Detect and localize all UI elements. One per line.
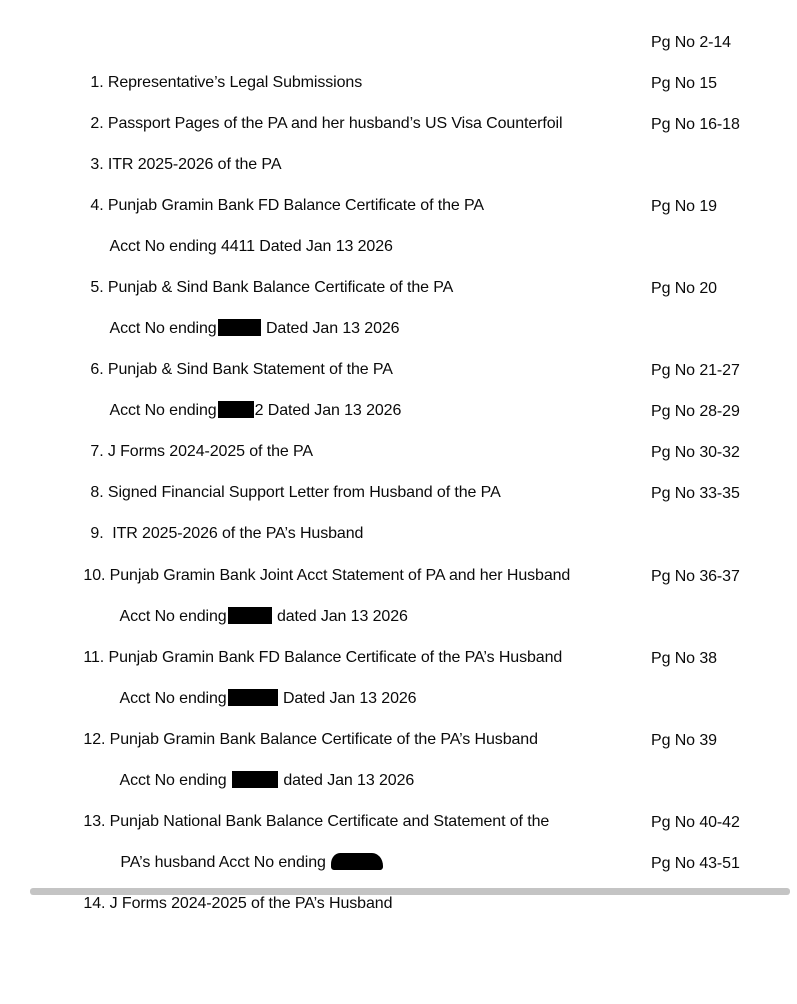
acct-detail: 2 Dated Jan 13 2026 <box>254 402 402 419</box>
page-ref: Pg No 16-18 <box>651 116 740 133</box>
acct-detail: dated Jan 13 2026 <box>272 608 408 625</box>
item-title: 10. Punjab Gramin Bank Joint Acct Statement of PA and her Husband <box>83 567 571 584</box>
page-ref: Pg No 40-42 <box>651 814 740 831</box>
page-ref: Pg No 19 <box>651 198 717 215</box>
item-title: 3. ITR 2025-2026 of the PA <box>90 156 282 173</box>
page-ref: Pg No 30-32 <box>651 444 740 461</box>
page-ref: Pg No 15 <box>651 75 717 92</box>
acct-detail: Acct No ending <box>119 690 227 707</box>
item-title: 11. Punjab Gramin Bank FD Balance Certificate of the PA’s Husband <box>83 649 563 666</box>
toc-item-11-subline <box>0 639 797 707</box>
toc-item-4-subline <box>0 187 797 255</box>
acct-detail: dated Jan 13 2026 <box>278 772 415 789</box>
toc-item-14-title <box>0 844 797 912</box>
acct-detail: Dated Jan 13 2026 <box>261 320 400 337</box>
item-title: 6. Punjab & Sind Bank Statement of the PA <box>90 361 393 378</box>
item-title: 5. Punjab & Sind Bank Balance Certificate of the PA <box>90 279 454 296</box>
page-ref: Pg No 38 <box>651 650 717 667</box>
page-ref: Pg No 20 <box>651 280 717 297</box>
page-ref: Pg No 21-27 <box>651 362 740 379</box>
acct-detail: Acct No ending <box>109 402 217 419</box>
acct-detail: Acct No ending <box>119 772 231 789</box>
acct-detail: Acct No ending 4411 Dated Jan 13 2026 <box>109 238 393 255</box>
item-title: 8. Signed Financial Support Letter from Husband of the PA <box>90 484 501 501</box>
horizontal-scrollbar[interactable] <box>30 888 790 895</box>
item-title: 7. J Forms 2024-2025 of the PA <box>90 443 313 460</box>
acct-detail: Acct No ending <box>109 320 217 337</box>
item-title: 1. Representative’s Legal Submissions <box>90 74 363 91</box>
page-ref: Pg No 39 <box>651 732 717 749</box>
toc-item-5-subline <box>0 269 797 337</box>
item-title: 4. Punjab Gramin Bank FD Balance Certificate of the PA <box>90 197 484 214</box>
page-ref: Pg No 2-14 <box>651 34 731 51</box>
item-title: 12. Punjab Gramin Bank Balance Certificate of the PA’s Husband <box>83 731 538 748</box>
toc-item-9-title <box>0 474 797 542</box>
page-ref: Pg No 28-29 <box>651 403 740 420</box>
item-title: 14. J Forms 2024-2025 of the PA’s Husband <box>83 895 393 912</box>
acct-detail: PA’s husband Acct No ending <box>120 854 331 871</box>
acct-detail: Dated Jan 13 2026 <box>278 690 417 707</box>
page-ref: Pg No 36-37 <box>651 568 740 585</box>
page-ref: Pg No 33-35 <box>651 485 740 502</box>
acct-detail: Acct No ending <box>119 608 227 625</box>
item-title: 9. ITR 2025-2026 of the PA’s Husband <box>90 525 364 542</box>
item-title: 13. Punjab National Bank Balance Certificate and Statement of the <box>83 813 550 830</box>
item-title: 2. Passport Pages of the PA and her husband’s US Visa Counterfoil <box>90 115 563 132</box>
toc-item-3-title <box>0 105 797 173</box>
page-ref: Pg No 43-51 <box>651 855 740 872</box>
toc-item-12-subline <box>0 721 797 789</box>
toc-item-10-subline <box>0 557 797 625</box>
